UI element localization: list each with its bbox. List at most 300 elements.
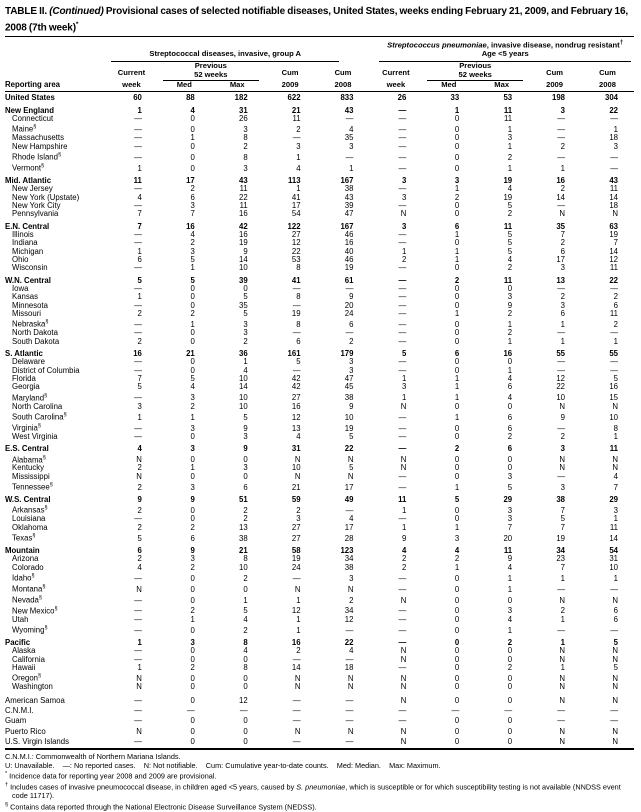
- value-cell: 4: [507, 614, 513, 624]
- reporting-area-cell: Utah: [12, 615, 29, 624]
- value-cell: —: [557, 716, 566, 726]
- col-current-week-b: Current week: [369, 62, 422, 91]
- value-cell: 5: [349, 463, 354, 473]
- value-cell: —: [398, 431, 407, 441]
- value-cell: 2: [296, 506, 301, 516]
- value-cell: —: [557, 124, 566, 134]
- value-cell: 0: [507, 737, 513, 747]
- reporting-area-cell: United States: [5, 93, 55, 103]
- table-row: [5, 256, 634, 264]
- value-cell: 2: [243, 141, 248, 151]
- value-cell: 8: [243, 663, 248, 673]
- value-cell: 12: [344, 614, 354, 624]
- value-cell: N: [136, 455, 142, 465]
- value-cell: 3: [560, 263, 566, 273]
- value-cell: 10: [238, 374, 248, 384]
- value-cell: 4: [137, 192, 142, 202]
- value-cell: 11: [503, 275, 513, 285]
- value-cell: 7: [560, 506, 566, 516]
- table-row: [5, 692, 634, 705]
- value-cell: 0: [454, 682, 460, 692]
- value-cell: N: [559, 401, 566, 411]
- table-body: [5, 91, 634, 749]
- value-cell: 3: [507, 133, 513, 143]
- reporting-area-cell: Arizona: [12, 555, 39, 564]
- value-cell: 22: [609, 275, 618, 285]
- value-cell: 2: [507, 328, 513, 338]
- table-row: [5, 624, 634, 635]
- value-cell: 2: [560, 184, 566, 194]
- value-cell: 0: [507, 695, 513, 705]
- value-cell: 40: [344, 246, 354, 256]
- value-cell: 1: [613, 336, 618, 346]
- value-cell: 21: [238, 546, 248, 556]
- value-cell: —: [557, 584, 566, 594]
- value-cell: 3: [190, 638, 195, 648]
- value-cell: 3: [349, 141, 354, 151]
- value-cell: N: [559, 726, 566, 736]
- value-cell: 0: [454, 300, 460, 310]
- value-cell: 9: [349, 401, 354, 411]
- table-row: [5, 367, 634, 375]
- value-cell: 42: [238, 221, 248, 231]
- value-cell: 3: [190, 246, 195, 256]
- value-cell: —: [134, 654, 142, 664]
- value-cell: 10: [238, 393, 248, 403]
- value-cell: 24: [291, 562, 301, 572]
- table-row: [5, 115, 634, 123]
- value-cell: N: [347, 584, 354, 594]
- value-cell: 53: [291, 254, 301, 264]
- value-cell: —: [134, 595, 142, 605]
- value-cell: 6: [349, 319, 354, 329]
- reporting-area-cell: Illinois: [12, 230, 34, 239]
- value-cell: —: [557, 133, 566, 143]
- value-cell: 4: [137, 444, 142, 454]
- table-row: [5, 392, 634, 403]
- value-cell: —: [398, 152, 407, 162]
- reporting-area-cell: W.S. Central: [5, 495, 51, 505]
- value-cell: N: [612, 654, 618, 664]
- value-cell: 4: [137, 562, 142, 572]
- value-cell: 0: [190, 141, 195, 151]
- value-cell: —: [398, 716, 407, 726]
- value-cell: 45: [344, 382, 354, 392]
- value-cell: 3: [243, 328, 248, 338]
- value-cell: N: [559, 737, 566, 747]
- value-cell: —: [292, 706, 301, 716]
- value-cell: —: [134, 606, 142, 616]
- value-cell: 3: [402, 221, 407, 231]
- value-cell: 2: [349, 336, 354, 346]
- value-cell: 4: [349, 646, 354, 656]
- value-cell: N: [559, 646, 566, 656]
- value-cell: 28: [344, 533, 354, 543]
- value-cell: 49: [344, 495, 354, 505]
- value-cell: 2: [137, 522, 142, 532]
- value-cell: 0: [190, 328, 195, 338]
- group-header-row: [5, 37, 634, 62]
- value-cell: 1: [560, 336, 566, 346]
- value-cell: 19: [503, 175, 513, 185]
- value-cell: 2: [507, 209, 513, 219]
- value-cell: 31: [291, 444, 301, 454]
- value-cell: 6: [296, 336, 301, 346]
- value-cell: 0: [507, 595, 513, 605]
- value-cell: 0: [243, 584, 248, 594]
- value-cell: 36: [238, 348, 248, 358]
- table-row: [5, 433, 634, 441]
- value-cell: —: [398, 263, 407, 273]
- value-cell: —: [610, 152, 618, 162]
- value-cell: 4: [507, 374, 513, 384]
- value-cell: 0: [454, 200, 460, 210]
- reporting-area-cell: Alaska: [12, 647, 36, 656]
- value-cell: —: [134, 263, 142, 273]
- value-cell: 2: [454, 444, 460, 454]
- value-cell: 0: [190, 455, 195, 465]
- value-cell: 4: [507, 254, 513, 264]
- value-cell: 22: [344, 638, 354, 648]
- reporting-area-cell: Connecticut: [12, 115, 54, 124]
- value-cell: 26: [397, 93, 407, 103]
- table-row: [5, 383, 634, 391]
- value-cell: 1: [190, 319, 195, 329]
- reporting-area-cell: Florida: [12, 375, 36, 384]
- value-cell: —: [134, 133, 142, 143]
- value-cell: —: [610, 357, 618, 367]
- value-cell: 3: [243, 124, 248, 134]
- value-cell: 4: [454, 546, 460, 556]
- value-cell: 1: [296, 595, 301, 605]
- value-cell: 2: [190, 309, 195, 319]
- value-cell: 8: [296, 292, 301, 302]
- value-cell: 1: [137, 638, 142, 648]
- value-cell: 2: [507, 263, 513, 273]
- value-cell: 5: [613, 638, 618, 648]
- value-cell: —: [398, 328, 407, 338]
- table-row: [5, 375, 634, 383]
- table-row: [5, 664, 634, 672]
- value-cell: 2: [190, 606, 195, 616]
- value-cell: 2: [560, 141, 566, 151]
- table-row: [5, 231, 634, 239]
- reporting-area-cell: Mid. Atlantic: [5, 175, 52, 185]
- table-header: [5, 37, 634, 92]
- value-cell: N: [612, 737, 618, 747]
- value-cell: 12: [238, 695, 248, 705]
- value-cell: 2: [560, 292, 566, 302]
- value-cell: —: [134, 573, 142, 583]
- value-cell: 1: [137, 163, 142, 173]
- reporting-area-cell: American Samoa: [5, 695, 65, 705]
- table-row: [5, 273, 634, 285]
- value-cell: 1: [137, 292, 142, 302]
- reporting-area-cell: Wisconsin: [12, 264, 48, 273]
- reporting-area-cell: Delaware: [12, 358, 45, 367]
- value-cell: 9: [507, 300, 513, 310]
- reporting-area-cell: Georgia: [12, 383, 40, 392]
- value-cell: —: [398, 638, 407, 648]
- value-cell: 19: [503, 192, 513, 202]
- value-cell: 3: [349, 365, 354, 375]
- reporting-area-cell: New Mexico§: [12, 605, 58, 616]
- value-cell: 1: [560, 638, 566, 648]
- value-cell: 1: [190, 614, 195, 624]
- reporting-area-cell: Missouri: [12, 310, 42, 319]
- value-cell: 167: [340, 221, 354, 231]
- value-cell: 2: [243, 573, 248, 583]
- value-cell: 0: [454, 663, 460, 673]
- reporting-area-cell: Guam: [5, 716, 27, 726]
- value-cell: 0: [454, 357, 460, 367]
- value-cell: 18: [609, 133, 618, 143]
- value-cell: 16: [503, 348, 513, 358]
- value-cell: 1: [613, 514, 618, 524]
- value-cell: 43: [238, 175, 248, 185]
- table-row: [5, 464, 634, 472]
- value-cell: 3: [296, 514, 301, 524]
- reporting-area-cell: Pennsylvania: [12, 210, 59, 219]
- value-cell: 55: [609, 348, 618, 358]
- table-row: [5, 736, 634, 749]
- table-row: [5, 318, 634, 329]
- value-cell: 22: [344, 444, 354, 454]
- value-cell: 0: [454, 263, 460, 273]
- reporting-area-cell: Oklahoma: [12, 523, 48, 532]
- value-cell: 2: [349, 595, 354, 605]
- value-cell: N: [400, 646, 407, 656]
- value-cell: 9: [190, 546, 195, 556]
- value-cell: 5: [613, 374, 618, 384]
- value-cell: 35: [556, 221, 566, 231]
- value-cell: 1: [454, 105, 460, 115]
- value-cell: 1: [560, 614, 566, 624]
- value-cell: 6: [507, 444, 513, 454]
- value-cell: —: [134, 319, 142, 329]
- value-cell: 1: [296, 625, 301, 635]
- value-cell: —: [239, 706, 248, 716]
- value-cell: 1: [454, 482, 460, 492]
- value-cell: 2: [507, 431, 513, 441]
- table-row: [5, 264, 634, 272]
- value-cell: 63: [609, 221, 618, 231]
- value-cell: 6: [613, 606, 618, 616]
- value-cell: 3: [190, 554, 195, 564]
- value-cell: 6: [560, 246, 566, 256]
- value-cell: —: [451, 706, 460, 716]
- value-cell: 7: [613, 482, 618, 492]
- reporting-area-cell: S. Atlantic: [5, 348, 43, 358]
- value-cell: 5: [507, 246, 513, 256]
- reporting-area-cell: Nevada§: [12, 594, 42, 605]
- value-cell: N: [612, 646, 618, 656]
- value-cell: —: [292, 365, 301, 375]
- value-cell: 10: [344, 412, 354, 422]
- value-cell: —: [398, 357, 407, 367]
- value-cell: —: [398, 573, 407, 583]
- value-cell: 1: [137, 246, 142, 256]
- value-cell: 3: [243, 163, 248, 173]
- value-cell: 1: [454, 246, 460, 256]
- value-cell: 20: [503, 533, 513, 543]
- value-cell: 0: [507, 455, 513, 465]
- value-cell: 4: [349, 514, 354, 524]
- value-cell: —: [398, 471, 407, 481]
- value-cell: —: [398, 229, 407, 239]
- value-cell: 123: [340, 546, 354, 556]
- value-cell: 3: [402, 175, 407, 185]
- value-cell: 2: [243, 625, 248, 635]
- value-cell: 10: [291, 463, 301, 473]
- table-row: [5, 123, 634, 134]
- value-cell: N: [400, 654, 407, 664]
- value-cell: —: [398, 412, 407, 422]
- value-cell: 6: [507, 423, 513, 433]
- value-cell: 182: [234, 93, 248, 103]
- footnote-star: * Incidence data for reporting year 2008 and 2009 are provisional.: [5, 771, 217, 781]
- value-cell: —: [292, 328, 301, 338]
- table-row: [5, 411, 634, 422]
- value-cell: 2: [190, 522, 195, 532]
- value-cell: 42: [291, 382, 301, 392]
- value-cell: 13: [556, 275, 566, 285]
- value-cell: N: [136, 682, 142, 692]
- value-cell: 11: [133, 175, 142, 185]
- value-cell: 0: [454, 674, 460, 684]
- value-cell: 2: [190, 238, 195, 248]
- value-cell: 0: [190, 163, 195, 173]
- value-cell: 16: [133, 348, 142, 358]
- value-cell: —: [134, 328, 142, 338]
- value-cell: N: [294, 584, 301, 594]
- value-cell: —: [398, 114, 407, 124]
- value-cell: 16: [238, 209, 248, 219]
- value-cell: 31: [238, 105, 248, 115]
- value-cell: 46: [344, 254, 354, 264]
- value-cell: 3: [402, 192, 407, 202]
- value-cell: 3: [137, 401, 142, 411]
- title-text: Provisional cases of selected notifiable diseases, United States, weeks ending February 21, 2009, and February 16, 2008 (7th week): [5, 6, 628, 34]
- reporting-area-cell: Vermont§: [12, 162, 45, 173]
- value-cell: N: [400, 209, 407, 219]
- value-cell: 2: [560, 238, 566, 248]
- value-cell: 0: [454, 646, 460, 656]
- value-cell: 0: [190, 625, 195, 635]
- value-cell: 5: [137, 275, 142, 285]
- table-row: [5, 185, 634, 193]
- value-cell: 7: [137, 374, 142, 384]
- value-cell: 12: [556, 374, 566, 384]
- value-cell: —: [134, 152, 142, 162]
- reporting-area-cell: Texas§: [12, 533, 36, 543]
- value-cell: 22: [238, 192, 248, 202]
- value-cell: 14: [556, 192, 566, 202]
- value-cell: 17: [344, 522, 354, 532]
- value-cell: —: [610, 114, 618, 124]
- value-cell: —: [398, 124, 407, 134]
- value-cell: 5: [243, 309, 248, 319]
- value-cell: —: [557, 471, 566, 481]
- value-cell: 10: [556, 393, 566, 403]
- value-cell: N: [612, 674, 618, 684]
- value-cell: 0: [454, 423, 460, 433]
- value-cell: 0: [243, 726, 248, 736]
- value-cell: N: [400, 463, 407, 473]
- value-cell: 11: [503, 221, 513, 231]
- table-row: [5, 403, 634, 411]
- value-cell: 0: [190, 726, 195, 736]
- reporting-area-cell: Colorado: [12, 563, 44, 572]
- value-cell: —: [398, 105, 407, 115]
- value-cell: 2: [137, 554, 142, 564]
- value-cell: 11: [609, 444, 618, 454]
- value-cell: 0: [507, 716, 513, 726]
- value-cell: —: [134, 737, 142, 747]
- value-cell: 14: [238, 254, 248, 264]
- value-cell: —: [292, 283, 301, 293]
- table-row: [5, 715, 634, 725]
- value-cell: 0: [190, 124, 195, 134]
- value-cell: 0: [190, 682, 195, 692]
- value-cell: 0: [454, 638, 460, 648]
- value-cell: 6: [613, 300, 618, 310]
- table-row: [5, 481, 634, 492]
- value-cell: —: [398, 141, 407, 151]
- value-cell: 0: [243, 682, 248, 692]
- value-cell: 1: [507, 336, 513, 346]
- reporting-area-cell: Minnesota: [12, 301, 48, 310]
- value-cell: 3: [507, 506, 513, 516]
- value-cell: 2: [560, 431, 566, 441]
- table-row: [5, 705, 634, 715]
- value-cell: 3: [190, 393, 195, 403]
- value-cell: 9: [349, 292, 354, 302]
- value-cell: 0: [190, 357, 195, 367]
- value-cell: 0: [190, 431, 195, 441]
- value-cell: 16: [344, 238, 354, 248]
- value-cell: 1: [454, 254, 460, 264]
- value-cell: 3: [349, 357, 354, 367]
- value-cell: 4: [190, 105, 195, 115]
- value-cell: 10: [238, 562, 248, 572]
- value-cell: 7: [560, 229, 566, 239]
- value-cell: 0: [243, 654, 248, 664]
- value-cell: 16: [186, 221, 195, 231]
- value-cell: 304: [604, 93, 618, 103]
- table-row: [5, 656, 634, 664]
- value-cell: 833: [340, 93, 354, 103]
- value-cell: 0: [507, 357, 513, 367]
- value-cell: 0: [454, 606, 460, 616]
- value-cell: 5: [137, 382, 142, 392]
- value-cell: —: [134, 514, 142, 524]
- col-current-week-a: Current week: [105, 62, 158, 91]
- value-cell: 13: [291, 423, 301, 433]
- value-cell: 0: [454, 726, 460, 736]
- value-cell: 17: [344, 482, 354, 492]
- value-cell: 12: [291, 412, 301, 422]
- value-cell: 23: [556, 554, 566, 564]
- value-cell: 3: [507, 292, 513, 302]
- value-cell: 6: [454, 221, 460, 231]
- value-cell: 0: [190, 292, 195, 302]
- value-cell: —: [398, 365, 407, 375]
- value-cell: 22: [556, 382, 566, 392]
- value-cell: N: [559, 654, 566, 664]
- value-cell: 2: [507, 663, 513, 673]
- value-cell: 622: [287, 93, 301, 103]
